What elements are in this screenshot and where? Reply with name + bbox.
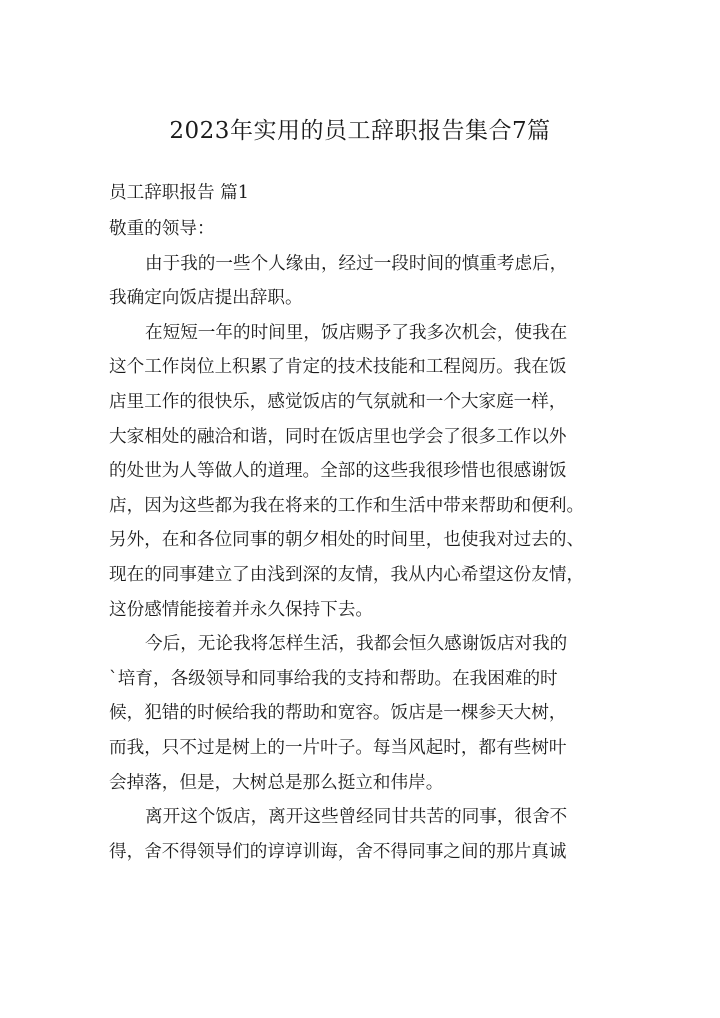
paragraph-line: 店，因为这些都为我在将来的工作和生活中带来帮助和便利。	[109, 495, 585, 516]
paragraph-line: 现在的同事建立了由浅到深的友情，我从内心希望这份友情，	[109, 564, 585, 585]
paragraph-3	[109, 627, 612, 800]
paragraph-line: 另外，在和各位同事的朝夕相处的时间里，也使我对过去的、	[109, 530, 585, 551]
paragraph-line: 这份感情能接着并永久保持下去。	[109, 599, 373, 620]
paragraph-line: 在短短一年的时间里，饭店赐予了我多次机会，使我在	[145, 322, 568, 343]
paragraph-1	[109, 247, 612, 316]
paragraph-line: 我确定向饭店提出辞职。	[109, 288, 303, 309]
paragraph-line: 而我，只不过是树上的一片叶子。每当风起时，都有些树叶	[109, 737, 567, 758]
paragraph-line: 候，犯错的时候给我的帮助和宽容。饭店是一棵参天大树，	[109, 703, 567, 724]
paragraph-line: 今后，无论我将怎样生活，我都会恒久感谢饭店对我的	[145, 634, 568, 655]
paragraph-line: 得，舍不得领导们的谆谆训诲，舍不得同事之间的那片真诚	[109, 841, 567, 862]
paragraph-line: `培育，各级领导和同事给我的支持和帮助。在我困难的时	[109, 668, 558, 689]
paragraph-2	[109, 316, 612, 627]
salutation: 敬重的领导：	[109, 219, 215, 239]
paragraph-line: 的处世为人等做人的道理。全部的这些我很珍惜也很感谢饭	[109, 461, 567, 482]
paragraph-line: 会掉落，但是，大树总是那么挺立和伟岸。	[109, 772, 444, 793]
document-title: 2023年实用的员工辞职报告集合7篇	[169, 118, 551, 144]
document-body	[109, 176, 612, 869]
section-heading: 员工辞职报告 篇1	[109, 183, 249, 203]
paragraph-line: 离开这个饭店，离开这些曾经同甘共苦的同事，很舍不	[145, 807, 568, 828]
paragraph-line: 这个工作岗位上积累了肯定的技术技能和工程阅历。我在饭	[109, 357, 567, 378]
paragraph-line: 大家相处的融洽和谐，同时在饭店里也学会了很多工作以外	[109, 426, 567, 447]
paragraph-line: 店里工作的很快乐，感觉饭店的气氛就和一个大家庭一样，	[109, 391, 567, 412]
paragraph-4	[109, 800, 612, 869]
paragraph-line: 由于我的一些个人缘由，经过一段时间的慎重考虑后，	[145, 253, 568, 274]
